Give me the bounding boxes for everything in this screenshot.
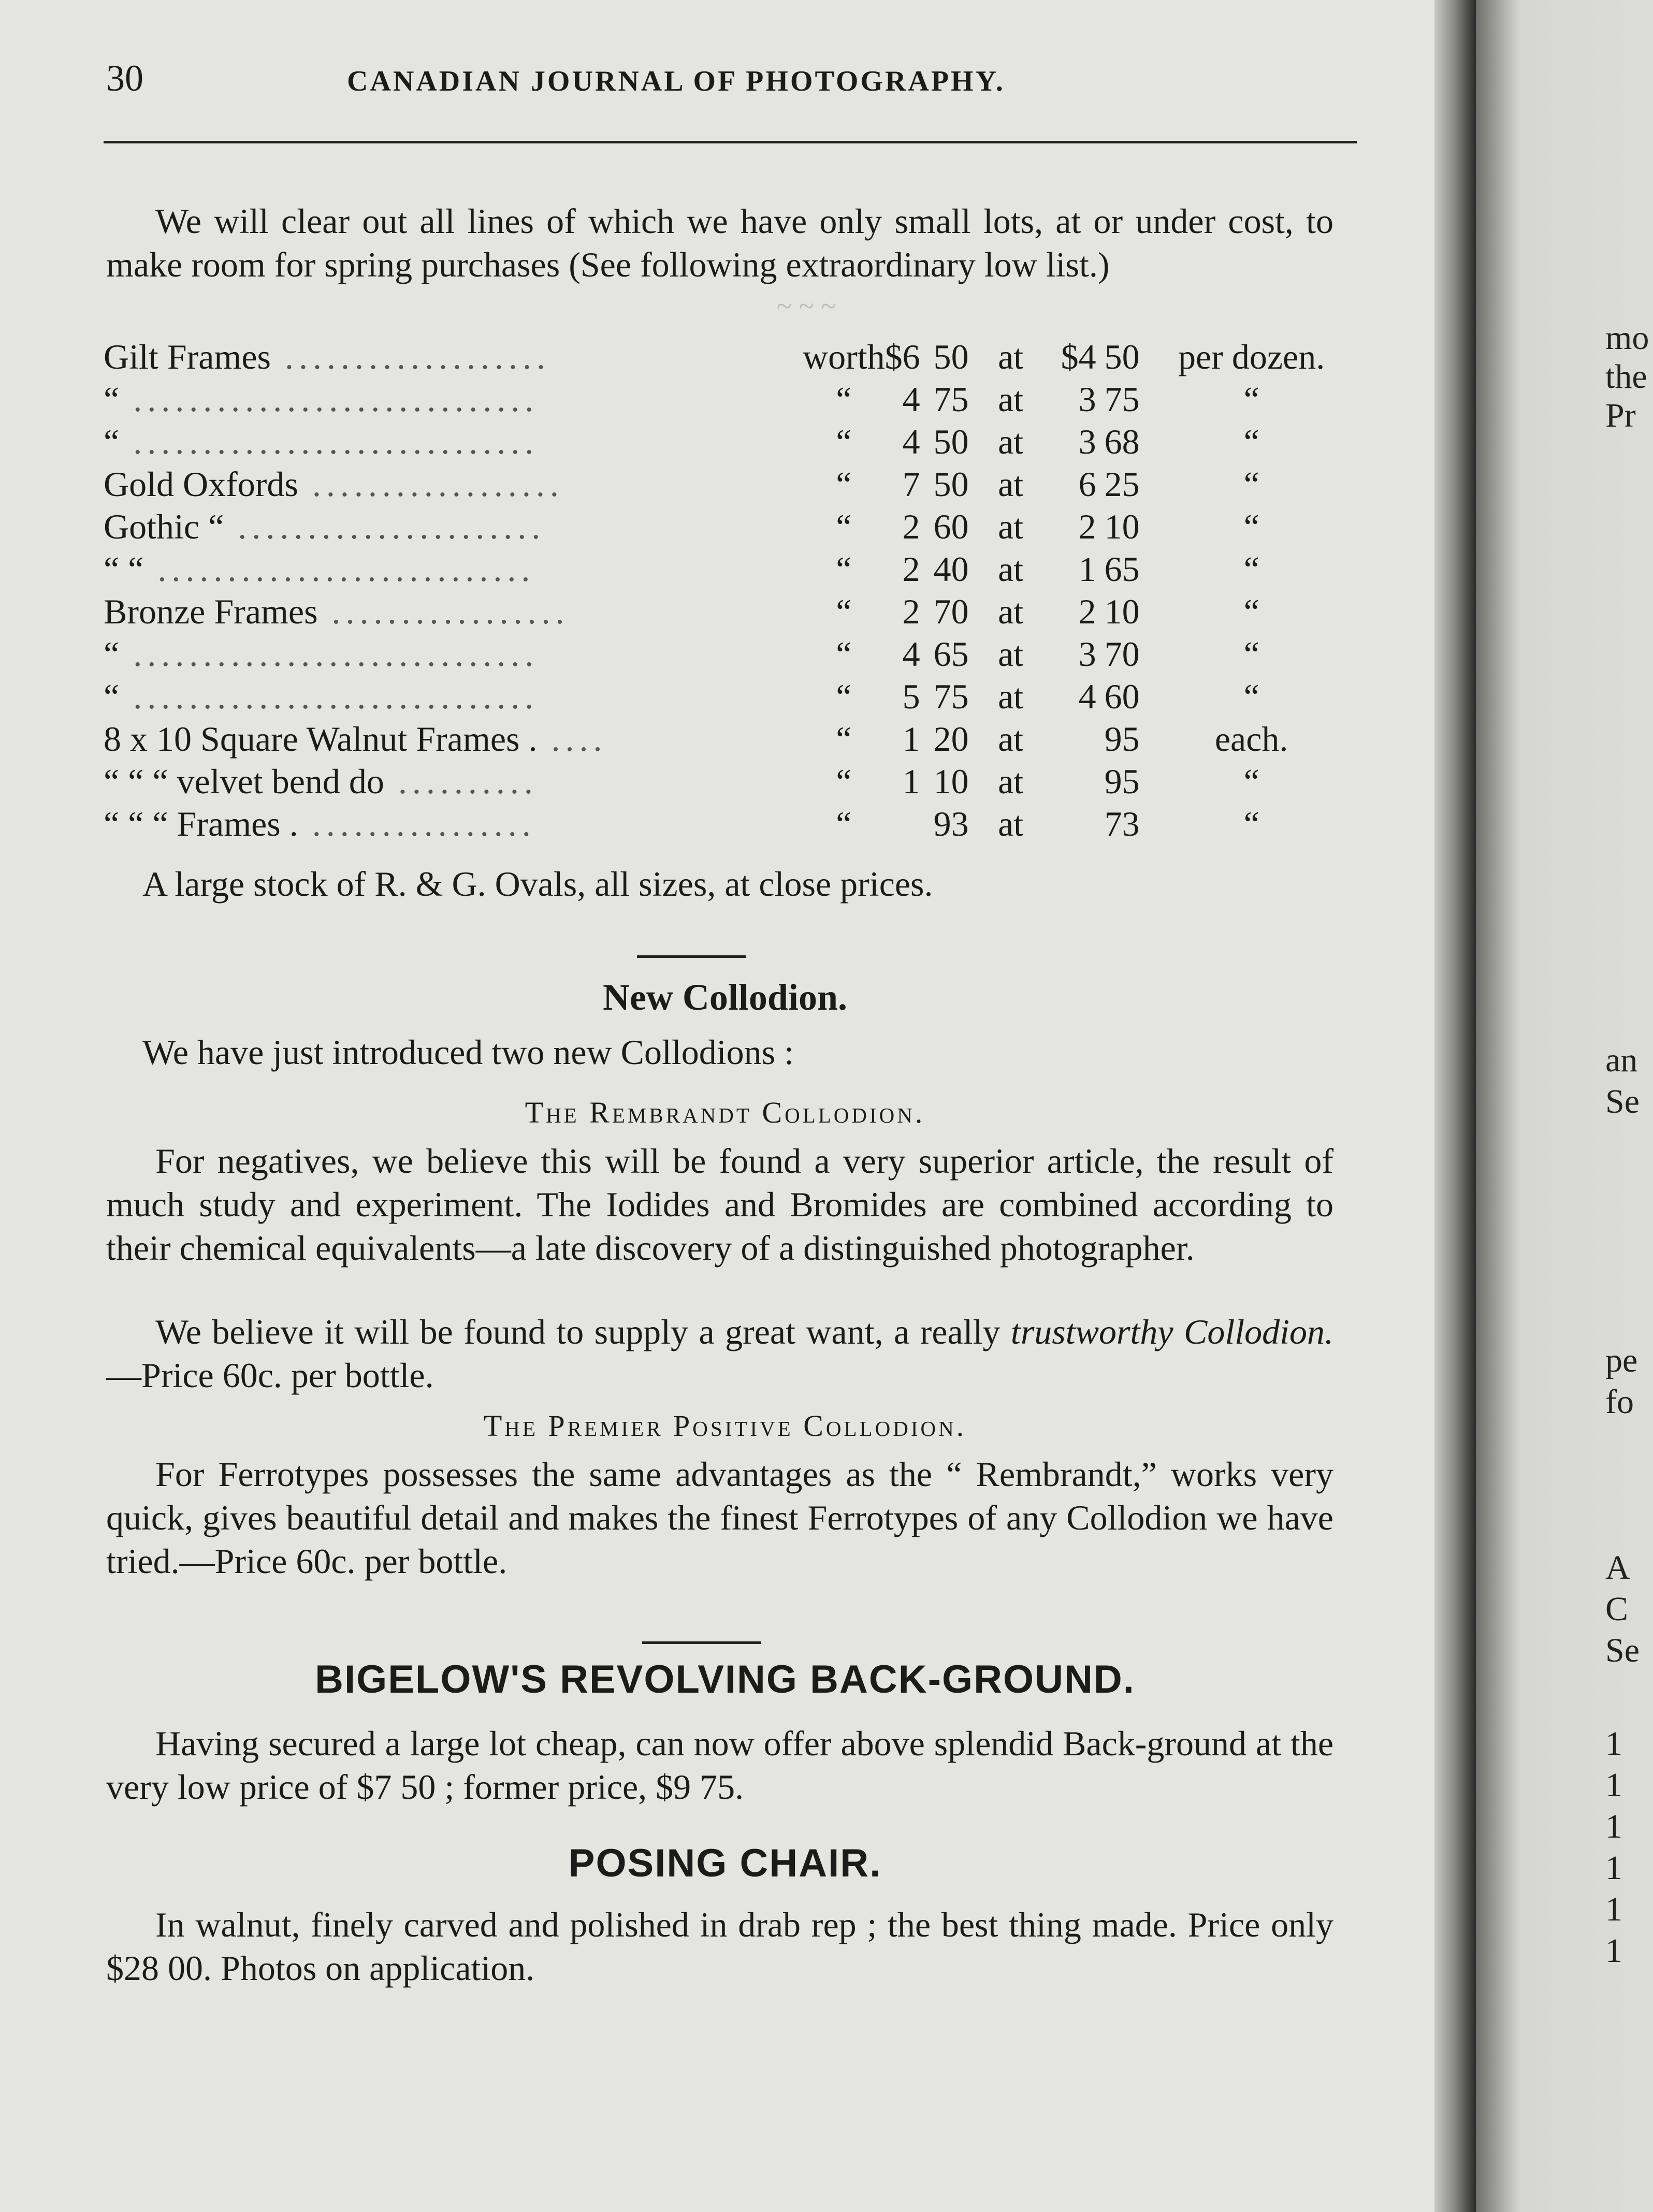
adjacent-fragment: Se: [1605, 1632, 1640, 1669]
adjacent-fragment: 1: [1605, 1808, 1622, 1845]
price-cell: [1096, 634, 1148, 676]
price-at: at: [998, 464, 1024, 504]
price-cell: [1148, 676, 1355, 719]
price-wd: 7: [902, 464, 920, 504]
rembrandt-price: —Price 60c. per bottle.: [106, 1356, 434, 1395]
price-cell: [803, 464, 885, 506]
adjacent-fragment: C: [1605, 1590, 1629, 1628]
price-cell: [1096, 421, 1148, 464]
price-cell: [885, 464, 920, 506]
price-cell: [920, 464, 982, 506]
price-cell: [803, 337, 885, 379]
price-q: “: [836, 507, 852, 546]
price-unit: “: [1243, 592, 1259, 631]
price-cell: [982, 676, 1039, 719]
price-cell: [885, 676, 920, 719]
price-wd: 1: [902, 762, 920, 801]
dot-leader: .............................: [119, 422, 539, 461]
price-item: 8 x 10 Square Walnut Frames .: [104, 719, 538, 759]
price-cell: [982, 634, 1039, 676]
price-wc: 50: [933, 422, 969, 461]
price-wd: 4: [902, 422, 920, 461]
price-cell: [920, 421, 982, 464]
price-wc: 75: [933, 380, 969, 419]
price-nd: 2: [1078, 507, 1096, 546]
price-cell: [1039, 761, 1096, 804]
price-item-cell: [104, 804, 803, 846]
price-unit: “: [1243, 677, 1259, 716]
dot-leader: .................: [317, 592, 570, 631]
price-cell: [1039, 676, 1096, 719]
price-cell: [803, 591, 885, 634]
price-item-cell: [104, 591, 803, 634]
adjacent-fragment: mo: [1605, 319, 1649, 357]
rembrandt-price-paragraph: [106, 1310, 1333, 1397]
price-cell: [1148, 549, 1355, 591]
price-cell: [1148, 337, 1355, 379]
price-item-cell: [104, 421, 803, 464]
price-cell: [1148, 761, 1355, 804]
price-at: at: [998, 380, 1024, 419]
price-cell: [1096, 379, 1148, 421]
dot-leader: .............................: [119, 380, 539, 419]
price-wc: 93: [933, 804, 969, 843]
price-item-cell: [104, 676, 803, 719]
price-cell: [803, 676, 885, 719]
adjacent-fragment: fo: [1605, 1383, 1634, 1421]
price-wd: 4: [902, 380, 920, 419]
price-cell: [982, 804, 1039, 846]
price-cell: [885, 719, 920, 761]
price-cell: [1148, 379, 1355, 421]
price-row: [104, 464, 1355, 506]
price-wc: 50: [933, 464, 969, 504]
price-item-cell: [104, 761, 803, 804]
price-wd: 5: [902, 677, 920, 716]
price-nc: 70: [1104, 634, 1140, 674]
price-row: [104, 719, 1355, 761]
price-cell: [1148, 634, 1355, 676]
dot-leader: .............................: [119, 677, 539, 716]
price-item-cell: [104, 379, 803, 421]
collodion-intro: We have just introduced two new Collodions :: [142, 1032, 794, 1072]
price-at: at: [998, 804, 1024, 843]
adjacent-fragment: A: [1605, 1549, 1630, 1587]
price-wd: $6: [885, 337, 920, 376]
price-wd: 4: [902, 634, 920, 674]
rembrandt-description: For negatives, we believe this will be found a very superior article, the result of much study and experiment. The Iodides and Bromides are combined according to their chemical equivalents—a late discovery of a distinguished photographer.: [106, 1141, 1333, 1268]
price-row: [104, 591, 1355, 634]
price-nc: 95: [1104, 762, 1140, 801]
price-q: “: [836, 464, 852, 504]
price-cell: [885, 761, 920, 804]
price-cell: [920, 549, 982, 591]
price-at: at: [998, 634, 1024, 674]
price-cell: [982, 549, 1039, 591]
intro-paragraph: We will clear out all lines of which we have only small lots, at or under cost, to make room for spring purchases (See following extraordinary low list.): [106, 201, 1333, 284]
price-item-cell: [104, 549, 803, 591]
price-unit: “: [1243, 762, 1259, 801]
price-nd: 2: [1078, 592, 1096, 631]
price-cell: [803, 421, 885, 464]
price-nc: 60: [1104, 677, 1140, 716]
price-wc: 50: [933, 337, 969, 376]
price-wc: 60: [933, 507, 969, 546]
price-nc: 75: [1104, 380, 1140, 419]
price-cell: [1148, 464, 1355, 506]
price-unit: each.: [1214, 719, 1288, 759]
price-unit: “: [1243, 804, 1259, 843]
rembrandt-title: The Rembrandt Collodion.: [525, 1096, 925, 1129]
price-at: at: [998, 422, 1024, 461]
price-at: at: [998, 719, 1024, 759]
adjacent-fragment: 1: [1605, 1890, 1622, 1928]
price-nd: 3: [1078, 422, 1096, 461]
journal-title: CANADIAN JOURNAL OF PHOTOGRAPHY.: [347, 65, 1005, 97]
price-item: “: [104, 677, 120, 716]
adjacent-fragment: 1: [1605, 1766, 1622, 1804]
price-item: Bronze Frames: [104, 592, 318, 631]
price-wc: 40: [933, 549, 969, 589]
price-nd: 3: [1078, 634, 1096, 674]
rembrandt-lead: We believe it will be found to supply a great want, a really: [155, 1312, 1001, 1351]
price-cell: [885, 337, 920, 379]
background-description: Having secured a large lot cheap, can now offer above splendid Back-ground at the very low price of $7 50 ; former price, $9 75.: [106, 1724, 1333, 1807]
price-item-cell: [104, 719, 803, 761]
price-q: “: [836, 677, 852, 716]
price-unit: “: [1243, 507, 1259, 546]
price-cell: [920, 379, 982, 421]
price-at: at: [998, 507, 1024, 546]
price-unit: “: [1243, 464, 1259, 504]
price-at: at: [998, 592, 1024, 631]
adjacent-fragment: pe: [1605, 1342, 1638, 1379]
page-number: 30: [106, 57, 143, 99]
price-cell: [803, 506, 885, 549]
price-cell: [803, 379, 885, 421]
price-item: Gold Oxfords: [104, 464, 298, 504]
price-cell: [982, 719, 1039, 761]
price-row: [104, 506, 1355, 549]
price-q: “: [836, 592, 852, 631]
price-cell: [885, 506, 920, 549]
price-cell: [920, 761, 982, 804]
price-at: at: [998, 677, 1024, 716]
price-wc: 65: [933, 634, 969, 674]
price-item: “ “ “ Frames .: [104, 804, 298, 843]
price-cell: [1148, 719, 1355, 761]
price-cell: [1096, 676, 1148, 719]
dot-leader: ..........: [384, 762, 538, 801]
dot-leader: ......................: [224, 507, 546, 546]
price-wc: 10: [933, 762, 969, 801]
price-nd: $4: [1061, 337, 1096, 376]
price-cell: [1039, 634, 1096, 676]
price-cell: [1039, 591, 1096, 634]
price-row: [104, 676, 1355, 719]
adjacent-fragment: 1: [1605, 1849, 1622, 1887]
price-cell: [1096, 506, 1148, 549]
posing-chair-description: In walnut, finely carved and polished in drab rep ; the best thing made. Price only $28 00. Photos on application.: [106, 1905, 1333, 1988]
price-at: at: [998, 762, 1024, 801]
price-cell: [920, 634, 982, 676]
price-cell: [1148, 804, 1355, 846]
price-cell: [1096, 591, 1148, 634]
price-cell: [1039, 549, 1096, 591]
price-nc: 68: [1104, 422, 1140, 461]
section-divider: [637, 955, 746, 958]
price-unit: “: [1243, 380, 1259, 419]
price-row: [104, 804, 1355, 846]
price-cell: [1148, 506, 1355, 549]
price-cell: [1039, 719, 1096, 761]
price-cell: [1039, 506, 1096, 549]
dot-leader: ....: [537, 719, 607, 759]
price-q: “: [836, 549, 852, 589]
price-wc: 75: [933, 677, 969, 716]
price-at: at: [998, 549, 1024, 589]
price-cell: [1096, 719, 1148, 761]
price-cell: [885, 379, 920, 421]
price-item-cell: [104, 506, 803, 549]
price-q: “: [836, 422, 852, 461]
price-wc: 20: [933, 719, 969, 759]
price-nd: 1: [1078, 549, 1096, 589]
price-cell: [1039, 804, 1096, 846]
price-cell: [920, 591, 982, 634]
price-row: [104, 337, 1355, 379]
price-row: [104, 421, 1355, 464]
adjacent-fragment: 1: [1605, 1725, 1622, 1763]
price-row: [104, 634, 1355, 676]
price-cell: [1039, 337, 1096, 379]
price-nc: 25: [1104, 464, 1140, 504]
price-cell: [982, 337, 1039, 379]
price-wd: 1: [902, 719, 920, 759]
price-wc: 70: [933, 592, 969, 631]
price-cell: [1096, 804, 1148, 846]
price-item: “ “ “ velvet bend do: [104, 762, 384, 801]
price-cell: [803, 549, 885, 591]
price-row: [104, 761, 1355, 804]
dot-leader: ..................: [298, 464, 564, 504]
price-cell: [1039, 379, 1096, 421]
price-cell: [1096, 549, 1148, 591]
price-cell: [982, 591, 1039, 634]
price-nc: 65: [1104, 549, 1140, 589]
price-list-table: [104, 337, 1355, 846]
price-nd: 4: [1078, 677, 1096, 716]
price-cell: [1039, 464, 1096, 506]
price-item: Gilt Frames: [104, 337, 271, 376]
price-nd: 6: [1078, 464, 1096, 504]
price-cell: [920, 719, 982, 761]
price-q: “: [836, 804, 852, 843]
adjacent-page: [1476, 0, 1653, 2212]
header-rule: [104, 141, 1357, 143]
price-nc: 95: [1104, 719, 1140, 759]
price-q: “: [836, 634, 852, 674]
price-row: [104, 379, 1355, 421]
premier-description: For Ferrotypes possesses the same advantages as the “ Rembrandt,” works very quick, gives beautiful detail and makes the finest Ferrotypes of any Collodion we have tried.—Price 60c. per bottle.: [106, 1454, 1333, 1581]
book-gutter: [1434, 0, 1476, 2212]
price-cell: [803, 719, 885, 761]
show-through-text: ~ ~ ~: [777, 290, 836, 322]
price-cell: [1096, 337, 1148, 379]
price-nc: 10: [1104, 507, 1140, 546]
price-cell: [885, 804, 920, 846]
section-divider-2: [642, 1641, 761, 1644]
price-cell: [982, 421, 1039, 464]
collodion-heading: New Collodion.: [602, 977, 848, 1018]
price-cell: [982, 761, 1039, 804]
price-cell: [885, 549, 920, 591]
premier-title: The Premier Positive Collodion.: [483, 1409, 967, 1443]
price-q: worth: [803, 337, 885, 376]
price-unit: “: [1243, 549, 1259, 589]
price-item: “ “: [104, 549, 144, 589]
price-cell: [982, 506, 1039, 549]
price-cell: [1096, 464, 1148, 506]
adjacent-fragment: 1: [1605, 1932, 1622, 1970]
ovals-note: A large stock of R. & G. Ovals, all sizes, at close prices.: [142, 864, 933, 904]
price-cell: [920, 337, 982, 379]
price-cell: [885, 634, 920, 676]
price-at: at: [998, 337, 1024, 376]
price-item: Gothic “: [104, 507, 224, 546]
price-item: “: [104, 380, 120, 419]
price-wd: 2: [902, 549, 920, 589]
price-unit: per dozen.: [1178, 337, 1325, 376]
price-nc: 10: [1104, 592, 1140, 631]
price-cell: [920, 676, 982, 719]
price-wd: 2: [902, 507, 920, 546]
price-item: “: [104, 422, 120, 461]
price-nc: 50: [1104, 337, 1140, 376]
price-cell: [1039, 421, 1096, 464]
price-item-cell: [104, 634, 803, 676]
price-q: “: [836, 719, 852, 759]
price-item-cell: [104, 464, 803, 506]
adjacent-fragment: an: [1605, 1041, 1638, 1079]
price-cell: [885, 591, 920, 634]
price-nd: 3: [1078, 380, 1096, 419]
price-cell: [885, 421, 920, 464]
price-item-cell: [104, 337, 803, 379]
price-cell: [803, 761, 885, 804]
price-item: “: [104, 634, 120, 674]
posing-chair-heading: POSING CHAIR.: [568, 1841, 882, 1885]
price-cell: [1096, 761, 1148, 804]
rembrandt-italic: trustworthy Collodion.: [1010, 1312, 1334, 1351]
background-heading: BIGELOW'S REVOLVING BACK-GROUND.: [315, 1657, 1135, 1701]
price-q: “: [836, 380, 852, 419]
adjacent-fragment: Pr: [1605, 397, 1636, 434]
price-cell: [1148, 421, 1355, 464]
dot-leader: .............................: [119, 634, 539, 674]
price-nc: 73: [1104, 804, 1140, 843]
price-cell: [982, 379, 1039, 421]
price-cell: [920, 804, 982, 846]
price-row: [104, 549, 1355, 591]
price-q: “: [836, 762, 852, 801]
price-cell: [982, 464, 1039, 506]
price-cell: [803, 804, 885, 846]
dot-leader: ...................: [270, 337, 550, 376]
dot-leader: ...........................: [143, 549, 535, 589]
adjacent-fragment: Se: [1605, 1083, 1640, 1120]
price-unit: “: [1243, 634, 1259, 674]
price-cell: [803, 634, 885, 676]
price-unit: “: [1243, 422, 1259, 461]
adjacent-fragment: the: [1605, 358, 1647, 396]
dot-leader: ................: [298, 804, 536, 843]
price-cell: [920, 506, 982, 549]
price-wd: 2: [902, 592, 920, 631]
price-cell: [1148, 591, 1355, 634]
